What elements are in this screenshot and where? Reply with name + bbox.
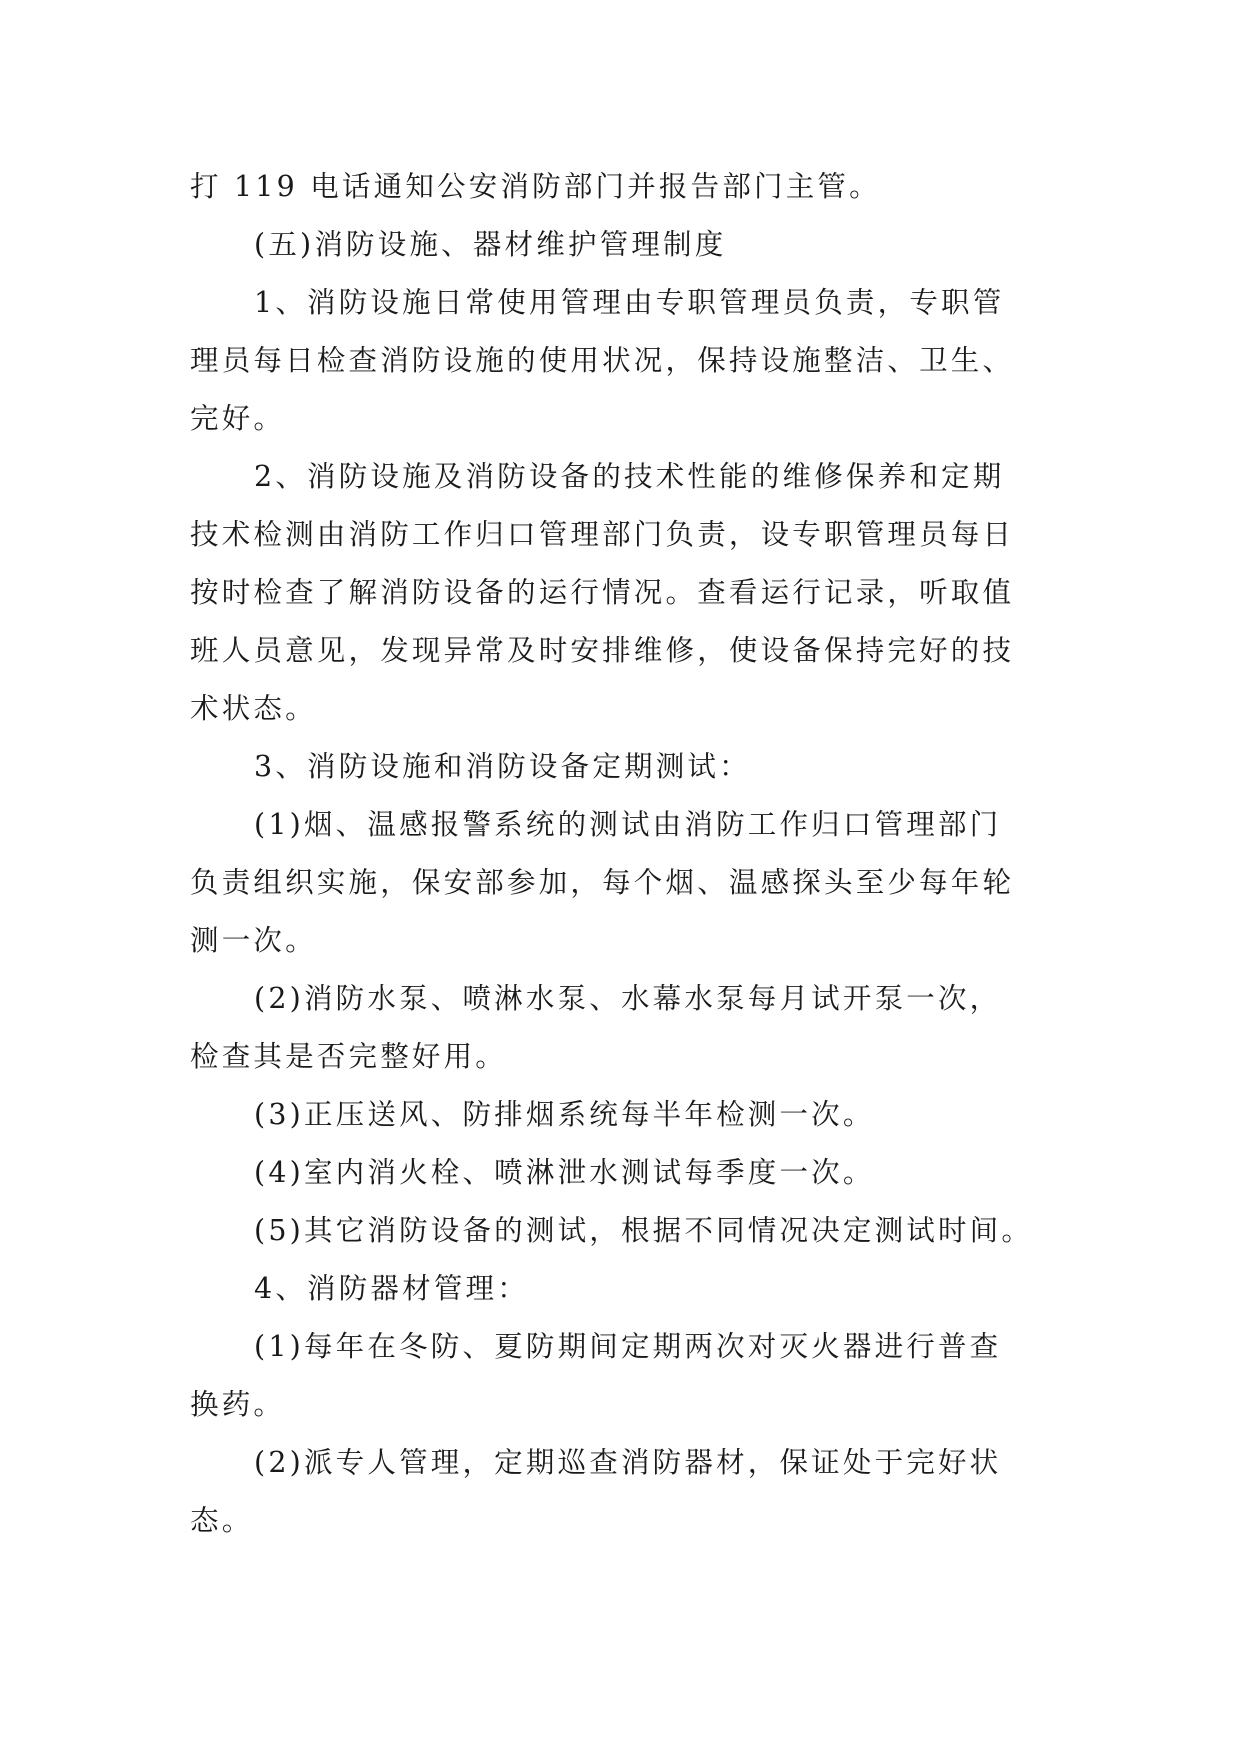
text-line: (1)烟、温感报警系统的测试由消防工作归口管理部门 [254,808,1002,841]
text-line: 态。 [190,1504,254,1537]
text-line: 4、消防器材管理： [254,1272,529,1305]
text-line: (4)室内消火栓、喷淋泄水测试每季度一次。 [254,1156,875,1189]
text-line: 术状态。 [190,692,317,725]
text-line: (2)派专人管理，定期巡查消防器材，保证处于完好状 [254,1446,1002,1479]
text-line: (3)正压送风、防排烟系统每半年检测一次。 [254,1098,875,1131]
text-line: 1、消防设施日常使用管理由专职管理员负责，专职管 [254,286,1005,319]
text-line: 技术检测由消防工作归口管理部门负责，设专职管理员每日 [190,518,1015,551]
text-line: 理员每日检查消防设施的使用状况，保持设施整洁、卫生、 [190,344,1015,377]
text-line: (5)其它消防设备的测试，根据不同情况决定测试时间。 [254,1214,1034,1247]
text-line: 负责组织实施，保安部参加，每个烟、温感探头至少每年轮 [190,866,1015,899]
text-line: 换药。 [190,1388,286,1421]
text-line: 按时检查了解消防设备的运行情况。查看运行记录，听取值 [190,576,1015,609]
text-line: 班人员意见，发现异常及时安排维修，使设备保持完好的技 [190,634,1015,667]
section-heading: (五)消防设施、器材维护管理制度 [254,228,727,261]
text-line: 完好。 [190,402,286,435]
text-line: 打 119 电话通知公安消防部门并报告部门主管。 [190,170,881,203]
text-line: 检查其是否完整好用。 [190,1040,508,1073]
text-line: 测一次。 [190,924,317,957]
text-line: (2)消防水泵、喷淋水泵、水幕水泵每月试开泵一次， [254,982,1002,1015]
text-line: (1)每年在冬防、夏防期间定期两次对灭火器进行普查 [254,1330,1002,1363]
text-line: 3、消防设施和消防设备定期测试： [254,750,751,783]
document-body [190,158,1070,1550]
text-line: 2、消防设施及消防设备的技术性能的维修保养和定期 [254,460,1005,493]
